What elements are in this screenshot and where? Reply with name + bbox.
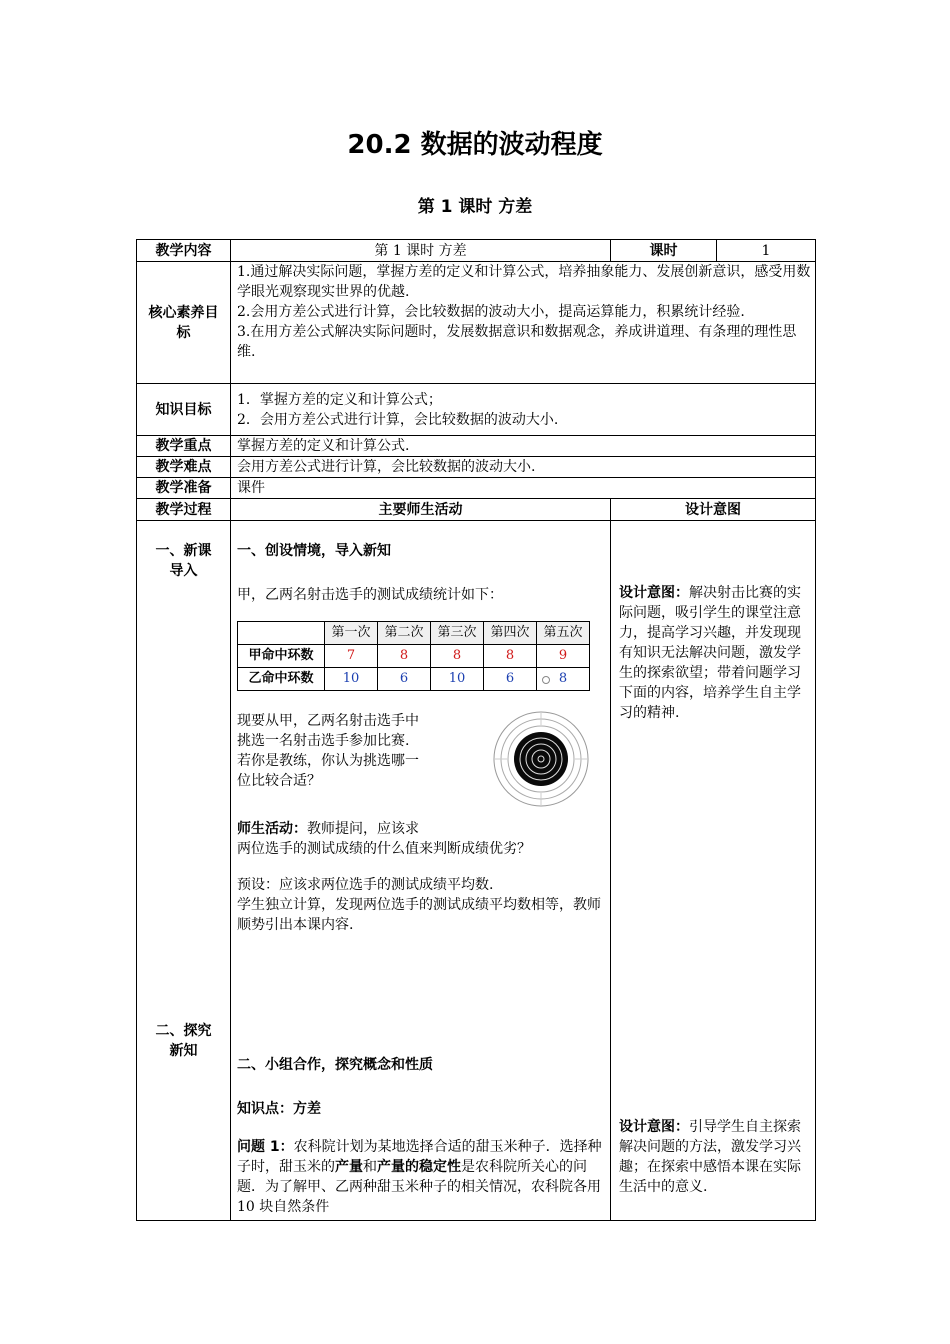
intent-column <box>611 521 816 1221</box>
difficulty-value: 会用方差公式进行计算，会比较数据的波动大小. <box>231 457 816 478</box>
section-2-heading: 二、小组合作，探究概念和性质 <box>237 1057 433 1073</box>
core-goals <box>231 262 816 384</box>
stage-2-label: 二、探究 新知 <box>155 1023 212 1059</box>
score-col-header: 第四次 <box>484 622 537 645</box>
core-goal-item: 2.会用方差公式进行计算，会比较数据的波动大小，提高运算能力，积累统计经验. <box>237 304 745 320</box>
key-value: 掌握方差的定义和计算公式. <box>231 436 816 457</box>
score-cell: 10 <box>431 668 484 691</box>
knowledge-goal-item: 2．会用方差公式进行计算，会比较数据的波动大小. <box>237 411 559 428</box>
activity-header: 主要师生活动 <box>231 499 611 521</box>
activity-text: 两位选手的测试成绩的什么值来判断成绩优劣？ <box>237 841 531 857</box>
page-title: 20.2 数据的波动程度 <box>347 130 603 160</box>
section-1-intro: 甲，乙两名射击选手的测试成绩统计如下： <box>237 587 503 603</box>
score-cell: 8 <box>431 645 484 668</box>
knowledge-goals <box>231 384 816 436</box>
question-line: 若你是教练，你认为挑选哪一 <box>237 753 419 769</box>
score-row-label-jia: 甲命中环数 <box>238 645 325 668</box>
problem-1-text: 问题 1：农科院计划为某地选择合适的甜玉米种子．选择种子时，甜玉米的产量和产量的稳定性是农科院所关心的问题．为了解甲、乙两种甜玉米种子的相关情况，农科院各用 10 块自然条件 <box>237 1139 602 1215</box>
score-cell: 10 <box>325 668 378 691</box>
score-cell: 8 <box>484 645 537 668</box>
score-col-header: 第三次 <box>431 622 484 645</box>
lesson-subtitle: 第 1 课时 方差 <box>417 197 533 217</box>
score-row-label-yi: 乙命中环数 <box>238 668 325 691</box>
knowledge-point: 知识点：方差 <box>237 1101 321 1117</box>
difficulty-label: 教学难点 <box>137 457 231 478</box>
shooting-score-table <box>237 621 590 691</box>
score-col-header: 第二次 <box>378 622 431 645</box>
score-cell: 6 <box>378 668 431 691</box>
score-cell: 8 <box>537 668 590 691</box>
question-line: 位比较合适？ <box>237 773 321 789</box>
core-goal-item: 3.在用方差公式解决实际问题时，发展数据意识和数据观念，养成讲道理、有条理的理性思维. <box>237 324 797 360</box>
question-block <box>237 711 606 809</box>
score-table-corner <box>238 622 325 645</box>
prep-label: 教学准备 <box>137 478 231 499</box>
preset-block <box>237 875 606 935</box>
shooting-target-icon <box>485 709 597 809</box>
intent-header: 设计意图 <box>611 499 816 521</box>
section-1-heading: 一、创设情境，导入新知 <box>237 543 391 559</box>
preset-text: 预设：应该求两位选手的测试成绩平均数. <box>237 877 494 893</box>
core-goal-item: 1.通过解决实际问题，掌握方差的定义和计算公式，培养抽象能力、发展创新意识，感受用数学眼光观察现实世界的优越. <box>237 264 811 300</box>
core-label: 核心素养目标 <box>137 262 231 384</box>
period-label: 课时 <box>611 240 717 262</box>
process-label: 教学过程 <box>137 499 231 521</box>
knowledge-goal-item: 1．掌握方差的定义和计算公式； <box>237 391 442 408</box>
knowledge-label: 知识目标 <box>137 384 231 436</box>
question-line: 现要从甲，乙两名射击选手中 <box>237 713 419 729</box>
score-col-header: 第一次 <box>325 622 378 645</box>
key-label: 教学重点 <box>137 436 231 457</box>
score-col-header: 第五次 <box>537 622 590 645</box>
score-cell: 6 <box>484 668 537 691</box>
activity-block <box>237 819 606 859</box>
activity-column <box>231 521 611 1221</box>
score-cell: 9 <box>537 645 590 668</box>
question-line: 挑选一名射击选手参加比赛. <box>237 733 410 749</box>
activity-label: 师生活动： <box>237 821 307 837</box>
process-stage-column <box>137 521 231 1221</box>
period-value: 1 <box>717 240 816 262</box>
score-cell: 7 <box>325 645 378 668</box>
intent-2: 设计意图：引导学生自主探索解决问题的方法，激发学习兴趣；在探索中感悟本课在实际生活中的意义. <box>619 1119 802 1195</box>
content-label: 教学内容 <box>137 240 231 262</box>
score-cell: 8 <box>378 645 431 668</box>
intent-1: 设计意图：解决射击比赛的实际问题，吸引学生的课堂注意力，提高学习兴趣，并发现现有知识无法解决问题，激发学生的探索欲望；带着问题学习下面的内容，培养学生自主学习的精神. <box>619 585 802 721</box>
content-value: 第 1 课时 方差 <box>231 240 611 262</box>
lesson-plan-table <box>136 239 816 1221</box>
prep-value: 课件 <box>231 478 816 499</box>
small-target-icon <box>542 676 550 684</box>
section-2-block <box>237 1055 606 1217</box>
activity-text: 教师提问，应该求 <box>307 821 419 837</box>
preset-text: 学生独立计算，发现两位选手的测试成绩平均数相等，教师顺势引出本课内容. <box>237 897 601 933</box>
stage-1-label: 一、新课 导入 <box>155 543 212 579</box>
